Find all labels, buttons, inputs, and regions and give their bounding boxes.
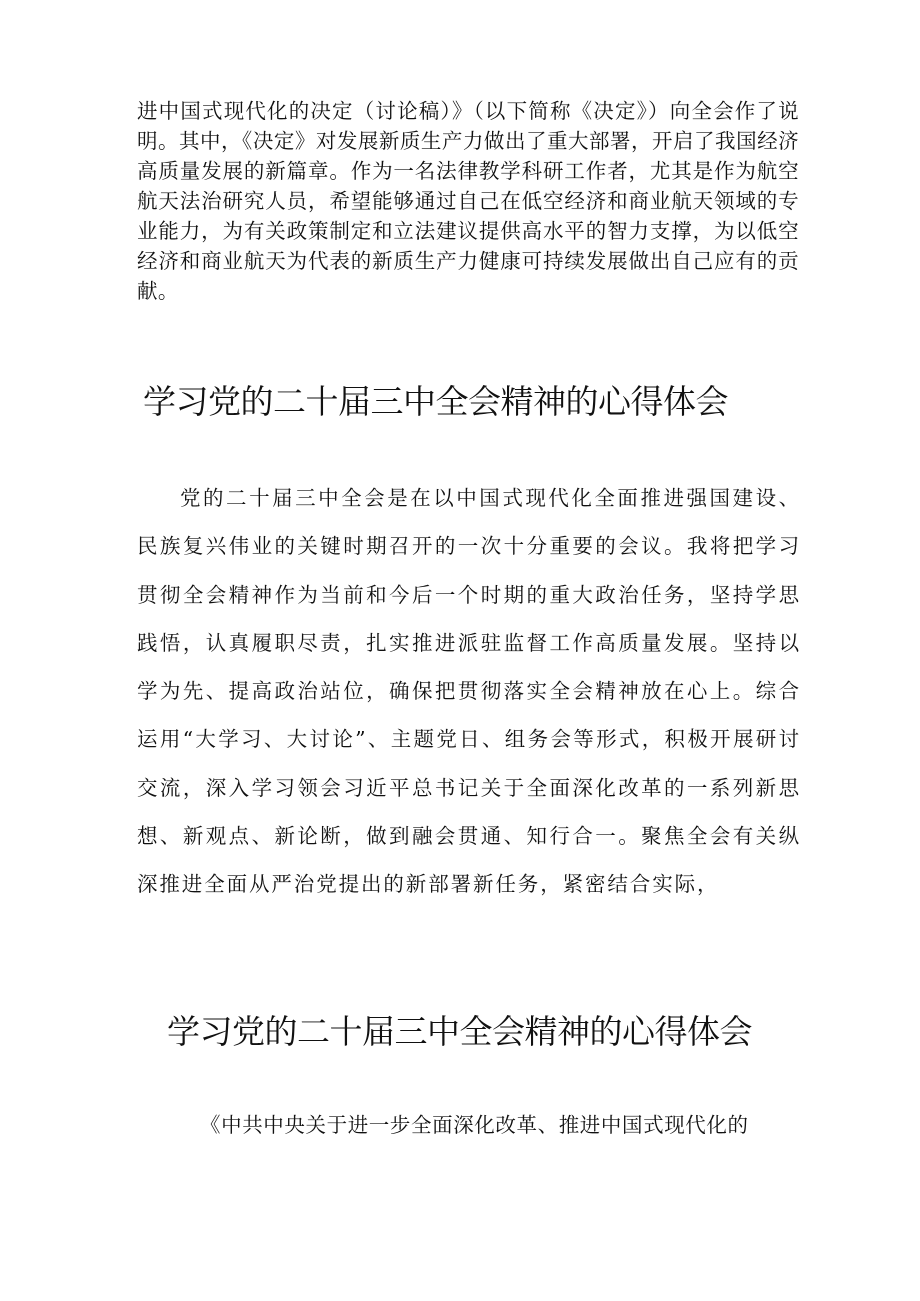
- section-1-body: 党的二十届三中全会是在以中国式现代化全面推进强国建设、民族复兴伟业的关键时期召开的一次十分重要的会议。我将把学习贯彻全会精神作为当前和今后一个时期的重大政治任务，坚持学思践悟，认真履职尽责，扎实推进派驻监督工作高质量发展。坚持以学为先、提高政治站位，确保把贯彻落实全会精神放在心上。综合运用“大学习、大讨论”、主题党日、组务会等形式，积极开展研讨交流，深入学习领会习近平总书记关于全面深化改革的一系列新思想、新观点、新论断，做到融会贯通、知行合一。聚焦全会有关纵深推进全面从严治党提出的新部署新任务，紧密结合实际，: [137, 486, 801, 897]
- intro-paragraph: 进中国式现代化的决定（讨论稿）》（以下简称《决定》）向全会作了说明。其中，《决定》对发展新质生产力做出了重大部署，开启了我国经济高质量发展的新篇章。作为一名法律教学科研工作者，尤其是作为航空航天法治研究人员，希望能够通过自己在低空经济和商业航天领域的专业能力，为有关政策制定和立法建议提供高水平的智力支撑，为以低空经济和商业航天为代表的新质生产力健康可持续发展做出自己应有的贡献。: [137, 99, 799, 303]
- section-2-body: 《中共中央关于进一步全面深化改革、推进中国式现代化的: [200, 1113, 749, 1137]
- section-1-title: 学习党的二十届三中全会精神的心得体会: [143, 382, 728, 421]
- section-2-title: 学习党的二十届三中全会精神的心得体会: [167, 1012, 752, 1051]
